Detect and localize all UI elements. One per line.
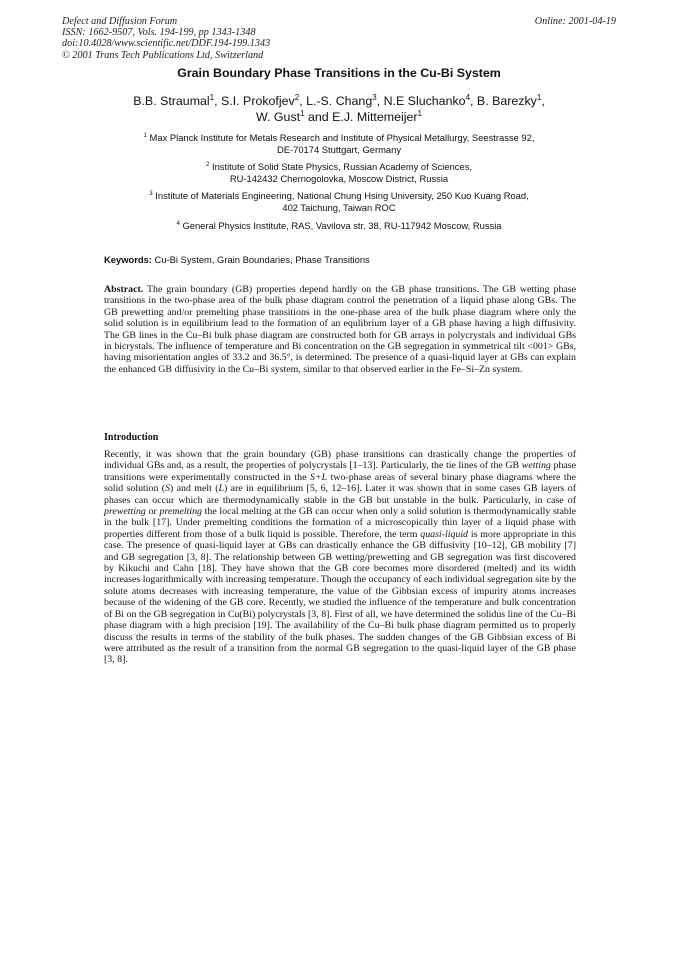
affiliation-1 — [0, 132, 678, 155]
intro-emphasis: premelting — [159, 506, 202, 518]
author-name: , B. Barezky — [470, 94, 537, 108]
author-list — [0, 93, 678, 125]
online-date: Online: 2001-04-19 — [534, 16, 616, 27]
keywords-label: Keywords: — [104, 254, 152, 265]
journal-name: Defect and Diffusion Forum — [62, 16, 178, 27]
paper-title: Grain Boundary Phase Transitions in the Cu-Bi System — [177, 66, 501, 80]
issn-line: ISSN: 1662-9507, Vols. 194-199, pp 1343-1348 — [62, 27, 256, 39]
author-name: B.B. Straumal — [133, 94, 210, 108]
affiliation-number: 2 — [205, 161, 210, 169]
affiliation-text: Max Planck Institute for Metals Research and Institute of Physical Metallurgy, Seestrasse 92, — [146, 132, 535, 143]
affiliation-4 — [0, 220, 678, 232]
affiliation-text: General Physics Institute, RAS, Vavilova str. 38, RU-117942 Moscow, Russia — [179, 219, 502, 231]
author-affiliation-mark: 2 — [294, 92, 300, 102]
journal-header — [62, 16, 270, 61]
affiliation-list — [0, 132, 678, 237]
author-name: , N.E Sluchanko — [376, 94, 466, 108]
intro-text: the local melting at the GB can occur when only a solid solution is thermodynamically stable in the bulk [17]. Under premelting conditions the formation of a microscopically thin layer of a liquid phase with properties different from those of a bulk liquid is possible. Therefore, the term — [104, 506, 576, 540]
intro-text: Recently, it was shown that the grain boundary (GB) phase transitions can drastically change the properties of individual GBs and, as a result, the properties of polycrystals [1–13]. Particularly, the tie lines of the GB — [104, 449, 576, 472]
intro-text: two-phase areas of several binary phase diagrams where the solid solution ( — [104, 471, 576, 495]
affiliation-number: 3 — [149, 190, 153, 198]
affiliation-number: 1 — [143, 131, 147, 139]
intro-text: is more appropriate in this case. The presence of quasi-liquid layer at GBs can drastically enhance the GB diffusivity [10–12], GB mobility [7] and GB segregation [3, 8]. The relationship between GB wetting/prewetting and GB segregation was first discovered by Kikuchi and Cahn [18]. They have shown that the GB core becomes more disordered (melted) and its width increases logarithmically with increasing temperature. Though the occupancy of each individual segregation site by the solute atoms decreases with increasing temperature, the value of the Gibbsian excess of impurity atoms increases because of the widening of the GB core. Recently, we studied the influence of the temperature and bulk concentration of Bi on the GB segregation in Cu(Bi) polycrystals [3, 8]. First of all, we have determined the solidus line of the Cu–Bi phase diagram with a high precision [19]. The availability of the Cu–Bi bulk phase diagram permitted us to properly discuss the results in terms of the stability of the bulk phases. The sudden changes of the GB Gibbsian excess of Bi were attributed as the result of a transition from the normal GB segregation to the quasi-liquid layer of the GB phase [3, 8]. — [104, 528, 576, 666]
abstract — [104, 284, 576, 375]
affiliation-text: Institute of Solid State Physics, Russian Academy of Sciences, — [209, 161, 473, 173]
author-affiliation-mark: 1 — [417, 108, 422, 118]
author-name: and E.J. Mittemeijer — [304, 110, 418, 124]
intro-text: ) and melt ( — [170, 483, 219, 495]
intro-emphasis: prewetting — [104, 506, 146, 518]
keywords — [104, 254, 370, 265]
intro-emphasis: S — [165, 483, 170, 495]
affiliation-3 — [0, 190, 678, 213]
affiliation-2 — [0, 161, 678, 184]
author-affiliation-mark: 3 — [372, 92, 377, 102]
author-name: , S.I. Prokofjev — [214, 94, 295, 108]
intro-emphasis: quasi-liquid — [420, 528, 468, 540]
author-name: , L.-S. Chang — [299, 94, 373, 108]
affiliation-text: RU-142432 Chernogolovka, Moscow District, Russia — [229, 172, 449, 184]
intro-emphasis: S+L — [310, 471, 328, 483]
doi-line: doi:10.4028/www.scientific.net/DDF.194-199.1343 — [62, 38, 271, 50]
intro-text: or — [145, 506, 160, 518]
author-affiliation-mark: 1 — [536, 92, 542, 102]
affiliation-text: DE-70174 Stuttgart, Germany — [276, 143, 402, 155]
intro-text: ) are in equilibrium [5, 6, 12–16]. Later it was shown that in some cases GB layers of phases can occur which are thermodynamically stable in the GB but unstable in the bulk. Particularly, in case of — [104, 483, 576, 506]
intro-text: phase transitions were experimentally constructed in the — [104, 460, 576, 483]
keywords-text: Cu-Bi System, Grain Boundaries, Phase Transitions — [151, 254, 370, 265]
author-line-1: B.B. Straumal$^1$, S.I. Prokofjev$^2$, L.-S. Chang$^3$, N.E Sluchanko$^4$, B. Barezky$^1$, — [133, 92, 545, 108]
abstract-text: The grain boundary (GB) properties depend hardly on the GB phase transitions. The GB wetting phase transitions in the two-phase area of the bulk phase diagram control the penetration of a liquid phase along GBs. The GB prewetting and/or premelting phase transitions in the one-phase area of the bulk phase diagram where only the solid solution is in equilibrium lead to the formation of an equlibrium layer of a GB phase having a high diffusivity. The GB lines in the Cu–Bi bulk phase diagram are constructed both for GB arrays in polycrystals and individual GBs in bicrystals. The influence of temperature and Bi concentration on the GB segregation in symmetrical tilt <001> GBs, having misorientation angles of 33.2 and 36.5°, is determined. The presence of a quasi-liquid layer at GBs can explain the enhanced GB diffusivity in the Cu–Bi system, similar to that observed earlier in the Fe–Si–Zn system. — [104, 284, 576, 375]
abstract-label: Abstract. — [104, 284, 144, 295]
author-affiliation-mark: 1 — [209, 92, 215, 102]
author-name: W. Gust — [256, 110, 301, 124]
author-line-2 — [0, 109, 678, 125]
author-affiliation-mark: 4 — [465, 92, 471, 102]
affiliation-text: Institute of Materials Engineering, National Chung Hsing University, 250 Kuo Kuang Road, — [152, 190, 529, 202]
author-affiliation-mark: 1 — [300, 108, 305, 118]
affiliation-number: 4 — [176, 219, 180, 227]
intro-emphasis: L — [218, 483, 224, 495]
section-heading-introduction: Introduction — [104, 432, 159, 443]
introduction-paragraph — [104, 449, 576, 666]
intro-emphasis: wetting — [521, 460, 551, 472]
copyright-line: © 2001 Trans Tech Publications Ltd, Switzerland — [62, 49, 264, 61]
affiliation-text: 402 Taichung, Taiwan ROC — [282, 201, 396, 213]
